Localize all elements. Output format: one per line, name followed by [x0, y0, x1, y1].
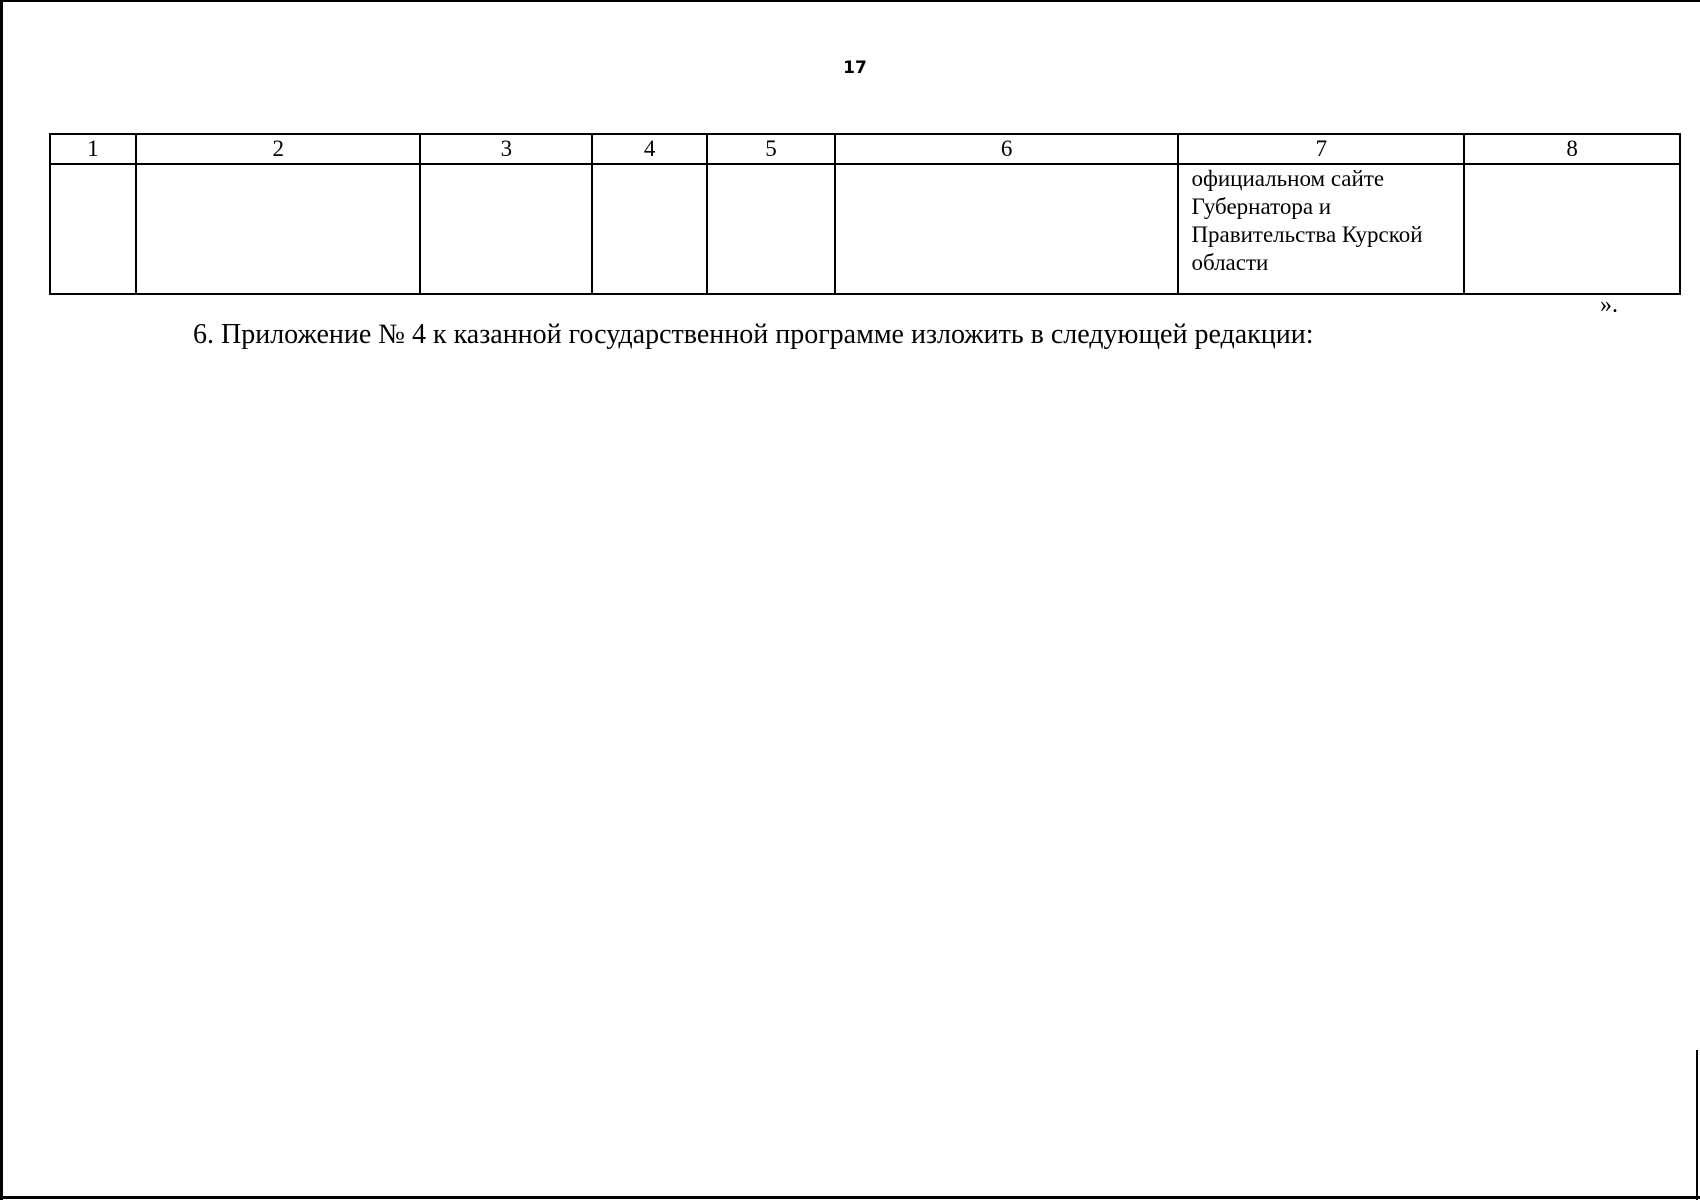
column-header: 1 [50, 134, 136, 164]
table-row [50, 164, 1680, 294]
scan-edge-right [1696, 1050, 1698, 1200]
column-header: 4 [592, 134, 707, 164]
table-cell [592, 164, 707, 294]
table-header-row [50, 134, 1680, 164]
closing-quote: ». [1600, 292, 1618, 318]
data-table [49, 133, 1681, 295]
table-cell [420, 164, 592, 294]
table-cell [136, 164, 421, 294]
table-cell-text: официальном сайте Губернатора и Правительства Курской области [1178, 164, 1464, 294]
body-paragraph: 6. Приложение № 4 к казанной государственной программе изложить в следующей редакции: [193, 319, 1314, 350]
scan-edge-top [0, 0, 1700, 2]
column-header: 3 [420, 134, 592, 164]
column-header: 8 [1464, 134, 1680, 164]
table-cell [707, 164, 835, 294]
scan-edge-bottom [0, 1196, 1700, 1199]
column-header: 5 [707, 134, 835, 164]
table-cell [1464, 164, 1680, 294]
table-cell [835, 164, 1179, 294]
column-header: 6 [835, 134, 1179, 164]
column-header: 2 [136, 134, 421, 164]
page-number: 17 [843, 58, 867, 78]
column-header: 7 [1178, 134, 1464, 164]
table-cell [50, 164, 136, 294]
scan-edge-left [0, 0, 3, 1200]
